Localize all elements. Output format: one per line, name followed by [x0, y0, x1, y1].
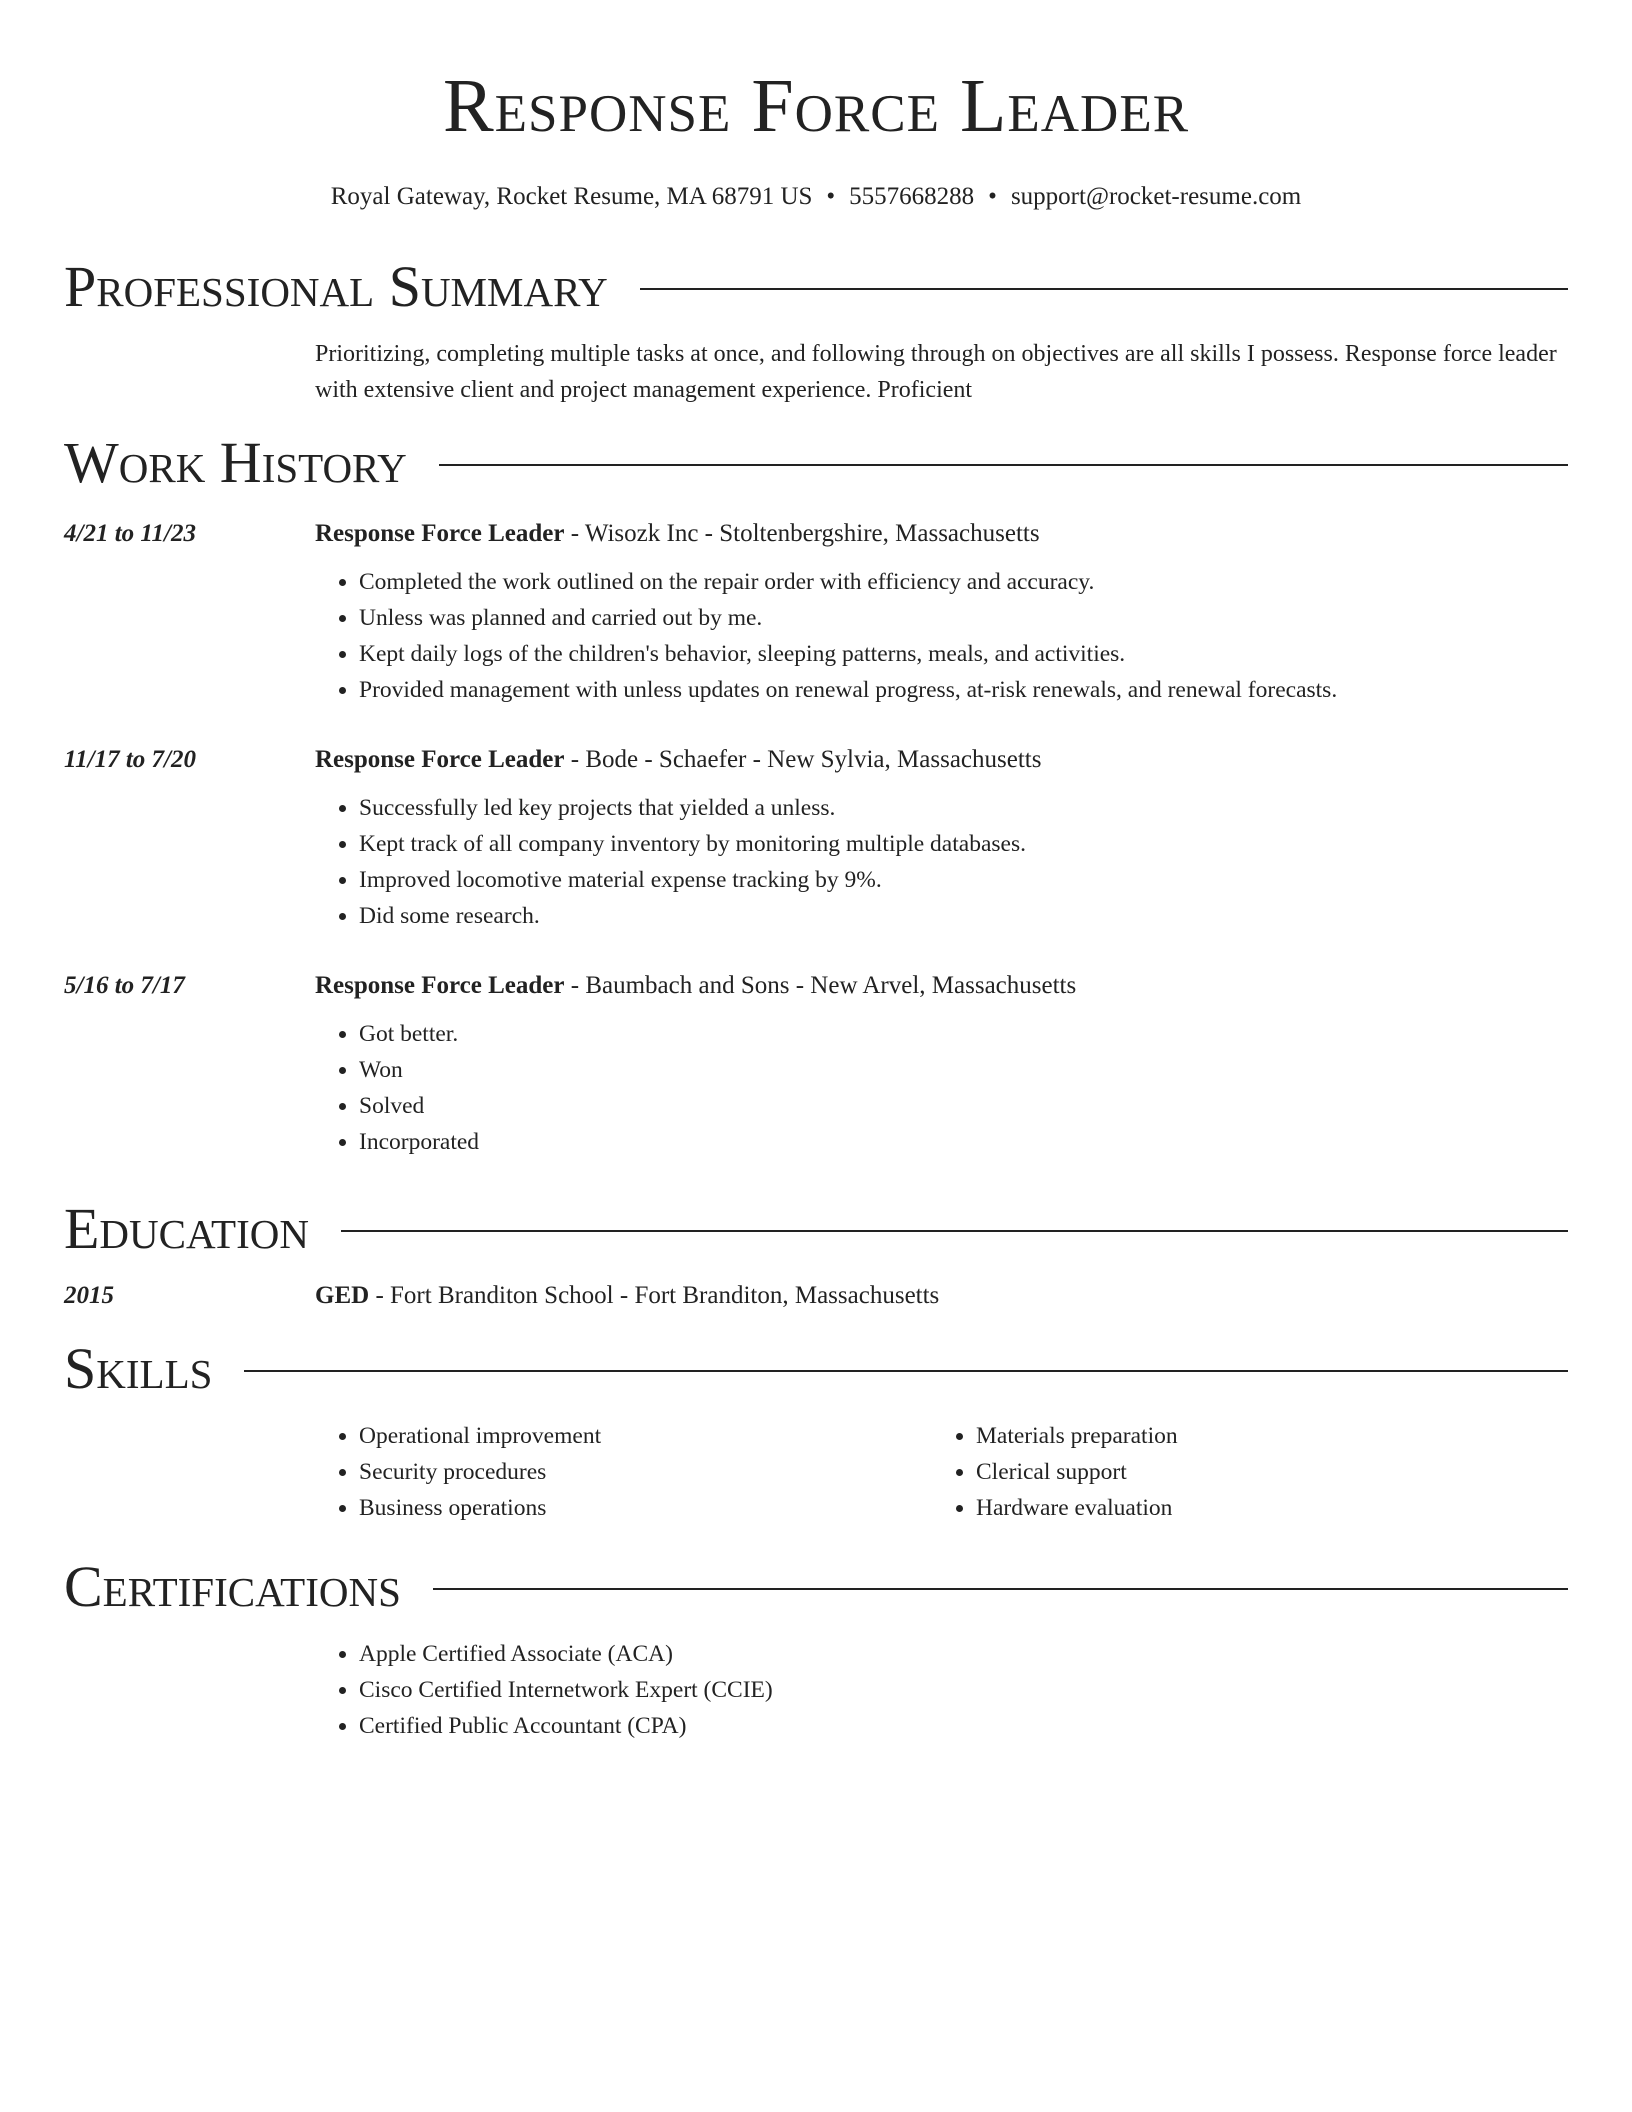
skill-item: • Business operations	[359, 1490, 932, 1526]
skill-item: • Operational improvement	[359, 1418, 932, 1454]
job-bullet: • Got better.	[359, 1016, 1568, 1052]
contact-line	[64, 180, 1568, 214]
certifications-heading: Certifications	[64, 1554, 401, 1619]
job-title: Response Force Leader	[315, 972, 565, 999]
education-title	[315, 1278, 1568, 1314]
job-bullet: • Won	[359, 1052, 1568, 1088]
job-bullet: • Provided management with unless updates on renewal progress, at-risk renewals, and renewal forecasts.	[359, 672, 1568, 708]
skills-column-left	[315, 1418, 932, 1526]
job-dates: 5/16 to 7/17	[64, 972, 185, 999]
summary-heading: Professional Summary	[64, 254, 608, 319]
skill-item: • Materials preparation	[976, 1418, 1476, 1454]
education-year: 2015	[64, 1282, 114, 1309]
section-divider	[439, 464, 1568, 466]
skill-item: • Hardware evaluation	[976, 1490, 1476, 1526]
section-divider	[433, 1588, 1568, 1590]
job-bullet: • Improved locomotive material expense tracking by 9%.	[359, 862, 1568, 898]
education-heading: Education	[64, 1196, 309, 1261]
certifications-section-header	[64, 1552, 1568, 1622]
certifications-list	[315, 1636, 1568, 1744]
job-bullet: • Kept track of all company inventory by monitoring multiple databases.	[359, 826, 1568, 862]
job-entry	[64, 742, 1568, 934]
job-bullet: • Completed the work outlined on the repair order with efficiency and accuracy.	[359, 564, 1568, 600]
skills-column-right	[932, 1418, 1476, 1526]
job-employer: - Baumbach and Sons - New Arvel, Massachusetts	[564, 972, 1077, 999]
job-title: Response Force Leader	[315, 520, 565, 547]
job-title: Response Force Leader	[315, 746, 565, 773]
job-entry	[64, 968, 1568, 1160]
work-heading: Work History	[64, 430, 407, 495]
education-entry	[64, 1278, 1568, 1314]
job-employer: - Bode - Schaefer - New Sylvia, Massachusetts	[564, 746, 1042, 773]
summary-section-header	[64, 252, 1568, 322]
skills-grid	[315, 1418, 1568, 1526]
resume-name: Response Force Leader	[442, 64, 1190, 148]
skill-item: • Security procedures	[359, 1454, 932, 1490]
summary-text: Prioritizing, completing multiple tasks at once, and following through on objectives are all skills I possess. Response force leader with extensive client and project management experience. Proficient	[315, 341, 1557, 403]
job-employer: - Wisozk Inc - Stoltenbergshire, Massachusetts	[564, 520, 1040, 547]
contact-separator: •	[826, 183, 836, 210]
section-divider	[640, 288, 1568, 290]
job-bullets	[315, 1016, 1568, 1160]
certification-item: • Cisco Certified Internetwork Expert (CCIE)	[359, 1672, 1568, 1708]
job-dates: 4/21 to 11/23	[64, 520, 196, 547]
job-title-line	[315, 968, 1568, 1004]
job-bullet: • Did some research.	[359, 898, 1568, 934]
job-bullet: • Successfully led key projects that yielded a unless.	[359, 790, 1568, 826]
education-school: - Fort Branditon School - Fort Branditon, Massachusetts	[369, 1282, 940, 1309]
job-bullets	[315, 564, 1568, 708]
education-degree: GED	[315, 1282, 370, 1309]
resume-page	[64, 0, 1568, 1744]
contact-separator: •	[988, 183, 997, 210]
job-bullet: • Solved	[359, 1088, 1568, 1124]
job-bullet: • Unless was planned and carried out by me.	[359, 600, 1568, 636]
work-section-header	[64, 428, 1568, 498]
contact-address: Royal Gateway, Rocket Resume, MA 68791 US	[330, 183, 813, 210]
job-entry	[64, 516, 1568, 708]
skill-item: • Clerical support	[976, 1454, 1476, 1490]
skills-heading: Skills	[64, 1336, 213, 1401]
certification-item: • Apple Certified Associate (ACA)	[359, 1636, 1568, 1672]
contact-phone: 5557668288	[849, 183, 975, 210]
certification-item: • Certified Public Accountant (CPA)	[359, 1708, 1568, 1744]
job-bullet: • Incorporated	[359, 1124, 1568, 1160]
section-divider	[341, 1230, 1568, 1232]
contact-email: support@rocket-resume.com	[1010, 183, 1302, 210]
job-bullet: • Kept daily logs of the children's behavior, sleeping patterns, meals, and activities.	[359, 636, 1568, 672]
education-section-header	[64, 1194, 1568, 1264]
work-history-list	[64, 516, 1568, 1160]
job-bullets	[315, 790, 1568, 934]
job-title-line	[315, 742, 1568, 778]
job-title-line	[315, 516, 1568, 552]
section-divider	[244, 1370, 1568, 1372]
skills-section-header	[64, 1334, 1568, 1404]
job-dates: 11/17 to 7/20	[64, 746, 196, 773]
